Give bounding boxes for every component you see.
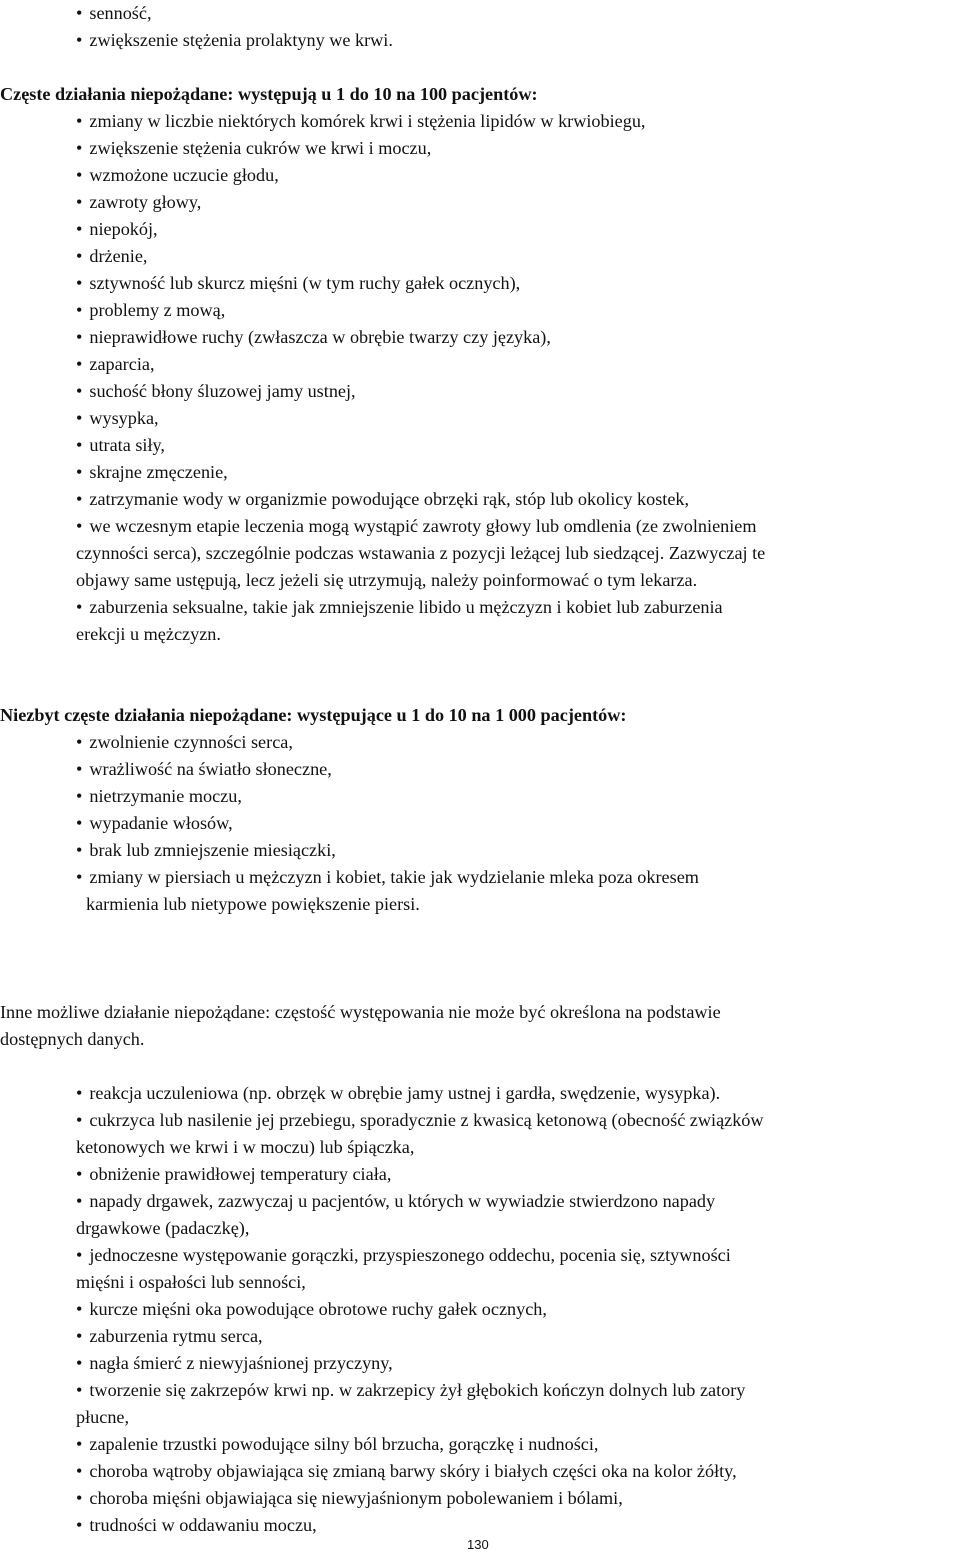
list-item: • zwolnienie czynności serca,	[76, 729, 293, 756]
bullet-icon: •	[76, 192, 83, 212]
bullet-icon: •	[76, 1110, 83, 1130]
bullet-icon: •	[76, 219, 83, 239]
bullet-icon: •	[76, 813, 83, 833]
bullet-icon: •	[76, 516, 83, 536]
bullet-icon: •	[76, 381, 83, 401]
bullet-icon: •	[76, 138, 83, 158]
list-item: • problemy z mową,	[76, 297, 225, 324]
section-intro-other: Inne możliwe działanie niepożądane: częstość występowania nie może być określona na podstawie	[0, 1002, 721, 1022]
list-item: • skrajne zmęczenie,	[76, 459, 228, 486]
list-item-continuation: karmienia lub nietypowe powiększenie piersi.	[86, 894, 420, 914]
list-item: • wypadanie włosów,	[76, 810, 233, 837]
bullet-icon: •	[76, 1083, 83, 1103]
bullet-icon: •	[76, 840, 83, 860]
list-item: • cukrzyca lub nasilenie jej przebiegu, sporadycznie z kwasicą ketonową (obecność związków	[76, 1107, 764, 1134]
bullet-icon: •	[76, 300, 83, 320]
list-item: • wzmożone uczucie głodu,	[76, 162, 279, 189]
list-item: • nietrzymanie moczu,	[76, 783, 242, 810]
list-item: • senność,	[76, 0, 152, 27]
bullet-icon: •	[76, 354, 83, 374]
list-item: • brak lub zmniejszenie miesiączki,	[76, 837, 336, 864]
bullet-icon: •	[76, 1461, 83, 1481]
bullet-icon: •	[76, 1164, 83, 1184]
list-item: • zwiększenie stężenia prolaktyny we krwi.	[76, 27, 393, 54]
list-item: • jednoczesne występowanie gorączki, przyspieszonego oddechu, pocenia się, sztywności	[76, 1242, 731, 1269]
list-item: • utrata siły,	[76, 432, 165, 459]
list-item: • tworzenie się zakrzepów krwi np. w zakrzepicy żył głębokich kończyn dolnych lub zatory	[76, 1377, 745, 1404]
section-heading-uncommon: Niezbyt częste działania niepożądane: występujące u 1 do 10 na 1 000 pacjentów:	[0, 705, 627, 725]
bullet-icon: •	[76, 30, 83, 50]
list-item: • nagła śmierć z niewyjaśnionej przyczyny,	[76, 1350, 393, 1377]
bullet-icon: •	[76, 273, 83, 293]
list-item-continuation: erekcji u mężczyzn.	[76, 624, 221, 644]
bullet-icon: •	[76, 165, 83, 185]
bullet-icon: •	[76, 1353, 83, 1373]
page-number: 130	[467, 1537, 489, 1552]
list-item: • drżenie,	[76, 243, 147, 270]
list-item-continuation: czynności serca), szczególnie podczas wstawania z pozycji leżącej lub siedzącej. Zazwyczaj te	[76, 543, 766, 563]
bullet-icon: •	[76, 1326, 83, 1346]
bullet-icon: •	[76, 1488, 83, 1508]
bullet-icon: •	[76, 867, 83, 887]
bullet-icon: •	[76, 489, 83, 509]
list-item: • obniżenie prawidłowej temperatury ciała,	[76, 1161, 391, 1188]
list-item: • kurcze mięśni oka powodujące obrotowe ruchy gałek ocznych,	[76, 1296, 547, 1323]
bullet-icon: •	[76, 327, 83, 347]
bullet-icon: •	[76, 1434, 83, 1454]
list-item-continuation: objawy same ustępują, lecz jeżeli się utrzymują, należy poinformować o tym lekarza.	[76, 570, 698, 590]
list-item: • sztywność lub skurcz mięśni (w tym ruchy gałek ocznych),	[76, 270, 520, 297]
list-item: • zaparcia,	[76, 351, 155, 378]
bullet-icon: •	[76, 1515, 83, 1535]
bullet-icon: •	[76, 1191, 83, 1211]
list-item: • zapalenie trzustki powodujące silny ból brzucha, gorączkę i nudności,	[76, 1431, 598, 1458]
list-item: • zmiany w piersiach u mężczyzn i kobiet, takie jak wydzielanie mleka poza okresem	[76, 864, 699, 891]
list-item: • trudności w oddawaniu moczu,	[76, 1512, 317, 1539]
section-heading-common: Częste działania niepożądane: występują u 1 do 10 na 100 pacjentów:	[0, 84, 538, 104]
bullet-icon: •	[76, 408, 83, 428]
bullet-icon: •	[76, 1245, 83, 1265]
list-item: • napady drgawek, zazwyczaj u pacjentów, u których w wywiadzie stwierdzono napady	[76, 1188, 715, 1215]
list-item-continuation: płucne,	[76, 1407, 130, 1427]
bullet-icon: •	[76, 1299, 83, 1319]
list-item: • reakcja uczuleniowa (np. obrzęk w obrębie jamy ustnej i gardła, swędzenie, wysypka).	[76, 1080, 720, 1107]
bullet-icon: •	[76, 1380, 83, 1400]
list-item: • wrażliwość na światło słoneczne,	[76, 756, 332, 783]
list-item: • choroba wątroby objawiająca się zmianą barwy skóry i białych części oka na kolor żółty,	[76, 1458, 737, 1485]
list-item-continuation: mięśni i ospałości lub senności,	[76, 1272, 306, 1292]
list-item: • niepokój,	[76, 216, 158, 243]
list-item: • zaburzenia seksualne, takie jak zmniejszenie libido u mężczyzn i kobiet lub zaburzenia	[76, 594, 723, 621]
bullet-icon: •	[76, 462, 83, 482]
list-item: • zmiany w liczbie niektórych komórek krwi i stężenia lipidów w krwiobiegu,	[76, 108, 645, 135]
bullet-icon: •	[76, 786, 83, 806]
bullet-icon: •	[76, 759, 83, 779]
list-item: • zatrzymanie wody w organizmie powodujące obrzęki rąk, stóp lub okolicy kostek,	[76, 486, 689, 513]
section-intro-other-continuation: dostępnych danych.	[0, 1029, 145, 1049]
bullet-icon: •	[76, 3, 83, 23]
list-item: • choroba mięśni objawiająca się niewyjaśnionym pobolewaniem i bólami,	[76, 1485, 623, 1512]
list-item-continuation: ketonowych we krwi i w moczu) lub śpiączka,	[76, 1137, 415, 1157]
bullet-icon: •	[76, 435, 83, 455]
bullet-icon: •	[76, 111, 83, 131]
bullet-icon: •	[76, 732, 83, 752]
list-item-continuation: drgawkowe (padaczkę),	[76, 1218, 250, 1238]
bullet-icon: •	[76, 597, 83, 617]
list-item: • nieprawidłowe ruchy (zwłaszcza w obrębie twarzy czy języka),	[76, 324, 551, 351]
list-item: • suchość błony śluzowej jamy ustnej,	[76, 378, 356, 405]
bullet-icon: •	[76, 246, 83, 266]
list-item: • zwiększenie stężenia cukrów we krwi i moczu,	[76, 135, 431, 162]
list-item: • wysypka,	[76, 405, 159, 432]
list-item: • zaburzenia rytmu serca,	[76, 1323, 263, 1350]
list-item: • zawroty głowy,	[76, 189, 201, 216]
list-item: • we wczesnym etapie leczenia mogą wystąpić zawroty głowy lub omdlenia (ze zwolnieniem	[76, 513, 757, 540]
